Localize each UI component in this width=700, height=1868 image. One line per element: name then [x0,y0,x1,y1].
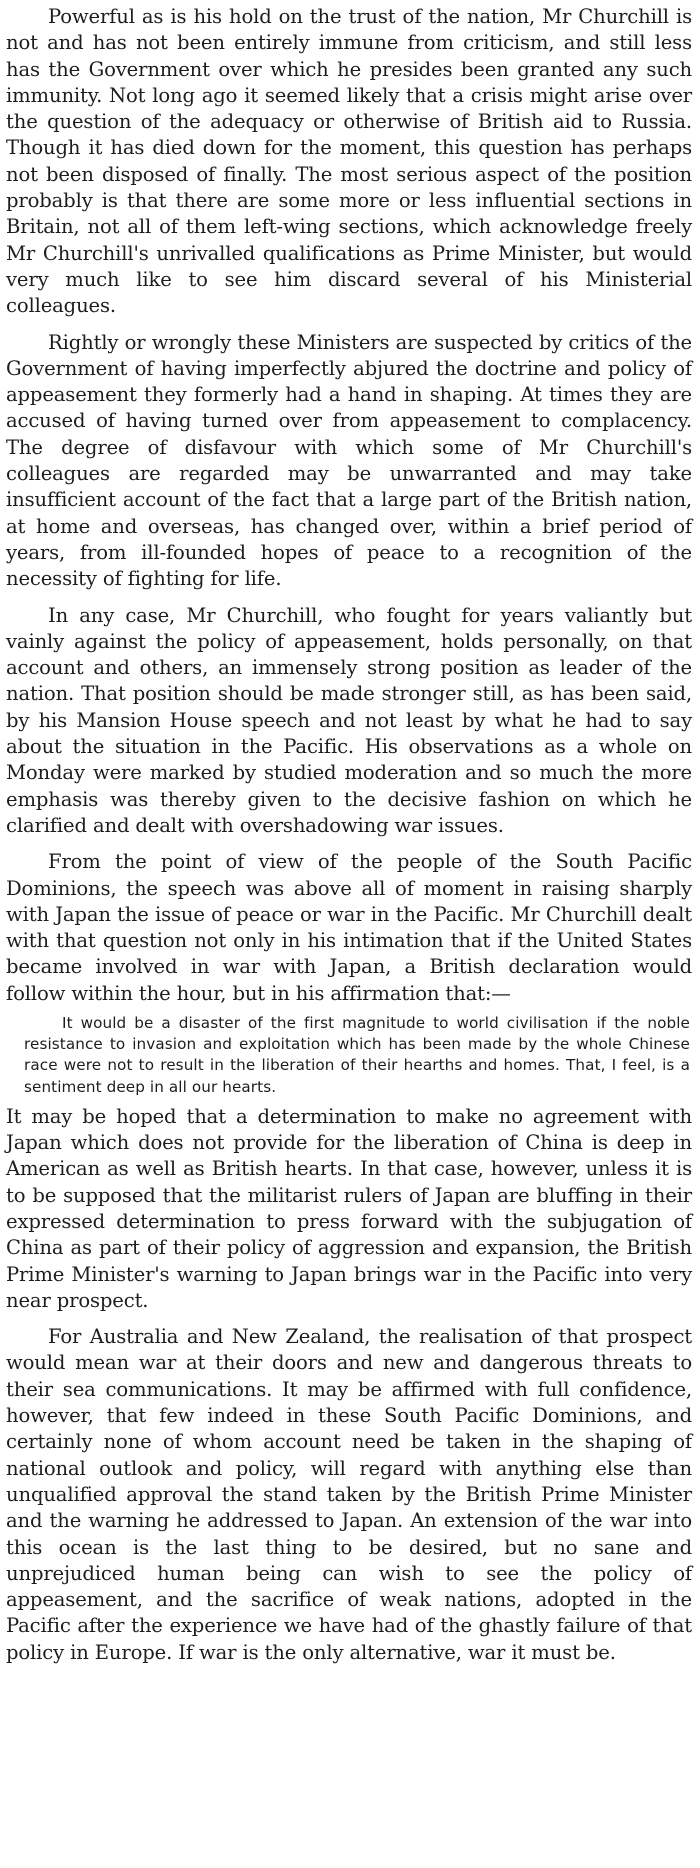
paragraph-closing: For Australia and New Zealand, the realisation of that prospect would mean war at their doors and new and dangerous threats to their sea communications. It may be affirmed with full confidence, however, that few indeed in these South Pacific Dominions, and certainly none of whom account need be taken in the shaping of national outlook and policy, will regard with anything else than unqualified approval the stand taken by the British Prime Minister and the warning he addressed to Japan. An extension of the war into this ocean is the last thing to be desired, but no sane and unprejudiced human being can wish to see the policy of appeasement, and the sacrifice of weak nations, adopted in the Pacific after the experience we have had of the ghastly failure of that policy in Europe. If war is the only alternative, war it must be. [6,1325,692,1664]
paragraph-4: From the point of view of the people of the South Pacific Dominions, the speech was above all of moment in raising sharply with Japan the issue of peace or war in the Pacific. Mr Churchill dealt with that question not only in his intimation that if the United States became involved in war with Japan, a British declaration would follow within the hour, but in his affirmation that:— [6,850,692,1005]
paragraph-gap [6,839,692,849]
paragraph-3: In any case, Mr Churchill, who fought for years valiantly but vainly against the policy of appeasement, holds personally, on that account and others, an immensely strong position as leader of the nation. That position should be made stronger still, as has been said, by his Mansion House speech and not least by what he had to say about the situation in the Pacific. His observations as a whole on Monday were marked by studied moderation and so much the more emphasis was thereby given to the decisive fashion on which he clarified and dealt with overshadowing war issues. [6,603,692,837]
block-quote: It would be a disaster of the first magnitude to world civilisation if the noble resistance to invasion and exploitation which has been made by the whole Chinese race were not to result in the liberation of their hearths and homes. That, I feel, is a sentiment deep in all our hearts. [24,1013,690,1096]
paragraph-gap [6,1314,692,1324]
paragraph-1: Powerful as is his hold on the trust of the nation, Mr Churchill is not and has not been entirely immune from criticism, and still less has the Government over which he presides been granted any such immunity. Not long ago it seemed likely that a crisis might arise over the question of the adequacy or otherwise of British aid to Russia. Though it has died down for the moment, this question has perhaps not been disposed of finally. The most serious aspect of the position probably is that there are some more or less influential sections in Britain, not all of them left-wing sections, which acknowledge freely Mr Churchill's unrivalled qualifications as Prime Minister, but would very much like to see him discard several of his Ministerial colleagues. [6,5,692,318]
paragraph-2: Rightly or wrongly these Ministers are suspected by critics of the Government of having imperfectly abjured the doctrine and policy of appeasement they formerly had a hand in shaping. At times they are accused of having turned over from appeasement to complacency. The degree of disfavour with which some of Mr Churchill's colleagues are regarded may be unwarranted and may take insufficient account of the fact that a large part of the British nation, at home and overseas, has changed over, within a brief period of years, from ill-founded hopes of peace to a recognition of the necessity of fighting for life. [6,330,692,591]
paragraph-gap [6,593,692,603]
paragraph-gap [6,320,692,330]
paragraph-continuation: It may be hoped that a determination to make no agreement with Japan which does not provide for the liberation of China is deep in American as well as British hearts. In that case, however, unless it is to be supposed that the militarist rulers of Japan are bluffing in their expressed determination to press forward with the subjugation of China as part of their policy of aggression and expansion, the British Prime Minister's warning to Japan brings war in the Pacific into very near prospect. [6,1104,692,1312]
